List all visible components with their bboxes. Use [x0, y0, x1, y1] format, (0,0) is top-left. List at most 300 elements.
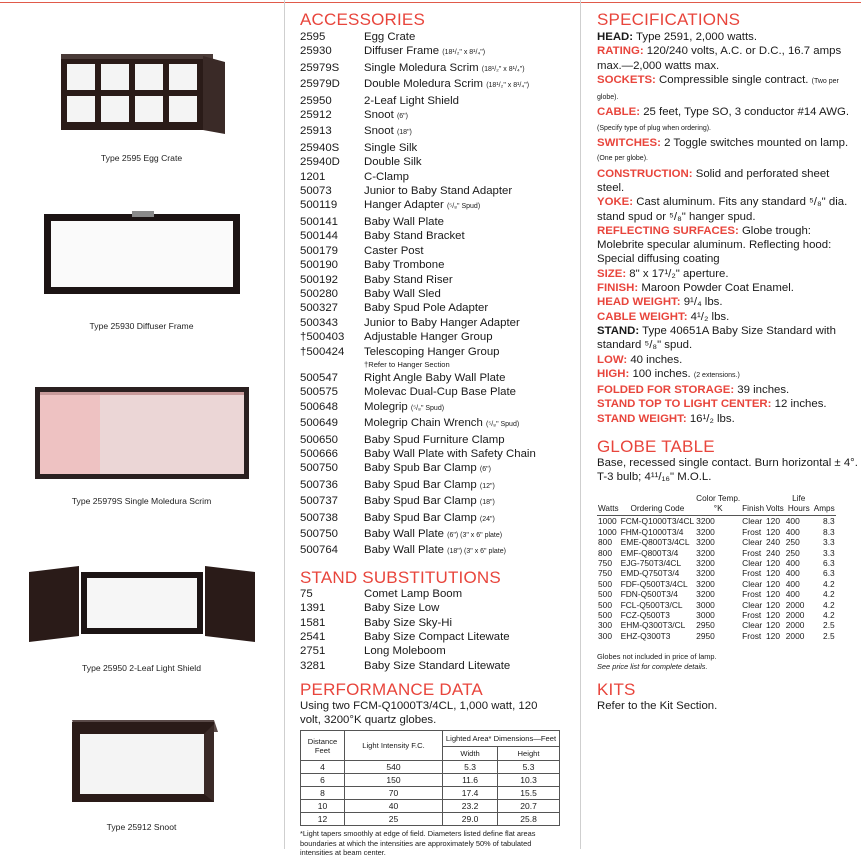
- spec-text: Solid and perforated sheet steel.: [597, 167, 830, 194]
- table-row: [597, 589, 836, 599]
- header-code: Ordering Code: [620, 494, 696, 516]
- spec-label: SIZE:: [597, 267, 627, 280]
- table-row: [597, 600, 836, 610]
- item-size-note: (⁵/₈" Spud): [410, 404, 445, 412]
- spec-label: STAND WEIGHT:: [597, 412, 687, 425]
- item-description: [364, 400, 572, 416]
- list-item: [300, 316, 572, 330]
- spec-text: 12 inches.: [774, 398, 827, 411]
- item-description: [364, 494, 572, 510]
- cell-distance: 6: [301, 774, 345, 787]
- cell-finish: Clear: [742, 620, 763, 631]
- spec-entry: [597, 412, 859, 426]
- item-code: 25930: [300, 45, 332, 58]
- spec-text: 120/240 volts, A.C. or D.C., 16.7 amps max.—2,000 watts max.: [597, 45, 842, 72]
- item-code: 500192: [300, 273, 339, 286]
- item-description: [364, 447, 572, 461]
- item-label: Baby Wall Sled: [364, 287, 441, 300]
- list-item: [300, 400, 572, 416]
- spec-text: Cast aluminum. Fits any standard ⁵/₈" dia. stand spud or ⁵/₈" hanger spud.: [597, 196, 848, 223]
- item-code: 25940D: [300, 156, 340, 169]
- item-description: [364, 170, 572, 184]
- spec-entry: [597, 224, 859, 267]
- item-code: 2751: [300, 645, 326, 658]
- item-code: †500403: [300, 331, 345, 344]
- cell-amps: 6.3: [823, 558, 835, 569]
- table-row: [597, 548, 836, 558]
- globe-note-1: Globes not included in price of lamp.: [597, 652, 717, 662]
- item-code: 500343: [300, 316, 339, 329]
- item-description: [364, 461, 572, 477]
- globe-table-heading: GLOBE TABLE: [597, 437, 715, 457]
- spec-entry: [597, 367, 859, 383]
- item-description: [364, 108, 572, 124]
- header-width: Width: [443, 746, 498, 760]
- spec-label: HEAD WEIGHT:: [597, 296, 681, 309]
- cell-intensity: 150: [345, 774, 443, 787]
- header-distance: Distance Feet: [301, 731, 345, 761]
- cell-amps: 4.2: [823, 578, 835, 589]
- item-label: Baby Wall Plate: [364, 528, 444, 540]
- cell-distance: 10: [301, 800, 345, 813]
- header-finish: Finish: [741, 494, 765, 516]
- cell-watts: 750: [598, 568, 612, 579]
- kits-heading: KITS: [597, 680, 636, 700]
- list-item: [300, 478, 572, 494]
- item-size-note: (⁵/₈" Spud): [446, 203, 481, 211]
- list-item: [300, 258, 572, 272]
- list-item: [300, 124, 572, 140]
- cell-life: 250: [785, 537, 800, 548]
- list-item: [300, 198, 572, 214]
- cell-width: 5.3: [443, 761, 498, 774]
- list-item: [300, 108, 572, 124]
- item-code: 25979S: [300, 61, 340, 74]
- cell-code: EMF-Q800T3/4: [620, 547, 679, 558]
- stand-substitutions-list: [300, 587, 572, 673]
- cell-watts: 300: [598, 620, 612, 631]
- cell-amps: 6.3: [823, 568, 835, 579]
- item-label: Diffuser Frame: [364, 45, 440, 58]
- cell-life: 400: [785, 516, 800, 527]
- spec-label: RATING:: [597, 45, 644, 58]
- item-description: [364, 659, 572, 673]
- cell-width: 11.6: [443, 774, 498, 787]
- item-code: 50073: [300, 185, 332, 198]
- item-label: Adjustable Hanger Group: [364, 331, 493, 344]
- cell-distance: 12: [301, 813, 345, 826]
- figure-caption: Type 25930 Diffuser Frame: [89, 321, 194, 331]
- table-row: [301, 761, 560, 774]
- item-label: Snoot: [364, 109, 394, 122]
- spec-label: REFLECTING SURFACES:: [597, 224, 739, 237]
- table-row: [597, 537, 836, 547]
- item-description: [364, 616, 572, 630]
- item-code: 2541: [300, 631, 326, 644]
- spec-label: HEAD:: [597, 31, 634, 43]
- item-description: [364, 301, 572, 315]
- list-item: [300, 229, 572, 243]
- spec-label: FINISH:: [597, 282, 639, 295]
- cell-temp: 3200: [696, 516, 715, 527]
- spec-text: 2 Toggle switches mounted on lamp.: [664, 137, 849, 150]
- item-description: [364, 124, 572, 140]
- item-description: [364, 478, 572, 494]
- item-label: 2-Leaf Light Shield: [364, 94, 459, 107]
- spec-label: HIGH:: [597, 367, 630, 380]
- item-size-note: (18¹/₂" x 8¹/₄"): [442, 49, 486, 57]
- table-row: [597, 579, 836, 589]
- accessories-list-2: [300, 371, 572, 560]
- spec-text: 39 inches.: [737, 384, 790, 397]
- item-label: Junior to Baby Stand Adapter: [364, 185, 513, 198]
- item-code: 500649: [300, 417, 339, 430]
- spec-entry: [597, 281, 859, 295]
- list-item: [300, 30, 572, 44]
- specifications-list: [597, 30, 859, 426]
- cell-volts: 120: [766, 599, 780, 610]
- cell-temp: 2950: [696, 620, 715, 631]
- item-label: Baby Stand Bracket: [364, 230, 465, 243]
- item-code: 2595: [300, 31, 326, 43]
- cell-temp: 3200: [696, 568, 715, 579]
- list-item: [300, 141, 572, 155]
- cell-code: FDF-Q500T3/4CL: [620, 578, 688, 589]
- cell-intensity: 40: [345, 800, 443, 813]
- cell-temp: 3200: [696, 589, 715, 600]
- item-description: [364, 416, 572, 432]
- item-code: 500666: [300, 447, 339, 460]
- spec-entry: [597, 136, 859, 167]
- item-code: 500179: [300, 244, 339, 257]
- spec-note: (2 extensions.): [693, 371, 740, 379]
- item-code: 500327: [300, 302, 339, 315]
- cell-code: FDN-Q500T3/4: [620, 589, 678, 600]
- refer-note: †Refer to Hanger Section: [364, 359, 450, 369]
- figure-snoot: [0, 716, 283, 832]
- item-code: 500190: [300, 259, 339, 272]
- item-label: Baby Stand Riser: [364, 273, 453, 286]
- globe-table: [597, 494, 836, 641]
- item-description: [364, 385, 572, 399]
- spec-note: (Two per globe).: [597, 77, 839, 102]
- cell-volts: 120: [766, 630, 780, 641]
- list-item: [300, 659, 572, 673]
- cell-temp: 3000: [696, 610, 715, 621]
- item-code: 500144: [300, 230, 339, 243]
- accessories-heading: ACCESSORIES: [300, 10, 426, 29]
- cell-intensity: 70: [345, 787, 443, 800]
- cell-width: 17.4: [443, 787, 498, 800]
- list-item: [300, 371, 572, 385]
- spec-entry: [597, 105, 859, 136]
- item-description: [364, 316, 572, 330]
- cell-volts: 120: [766, 526, 780, 537]
- list-item: [300, 385, 572, 399]
- egg-crate-illustration: [57, 50, 227, 138]
- item-description: [364, 371, 572, 385]
- cell-finish: Frost: [742, 610, 762, 621]
- list-item: [300, 44, 572, 60]
- item-size-note: (18¹/₂" x 8¹/₄"): [481, 65, 525, 73]
- cell-code: EHM-Q300T3/CL: [620, 620, 686, 631]
- item-description: [364, 273, 572, 287]
- item-size-note: (6"): [396, 113, 408, 121]
- spec-text: 9¹/₄ lbs.: [683, 296, 723, 309]
- figure-caption: Type 25912 Snoot: [106, 822, 177, 832]
- item-code: 500750: [300, 528, 339, 540]
- item-code: 25979D: [300, 78, 340, 91]
- item-code: 500764: [300, 544, 339, 557]
- cell-life: 400: [785, 526, 800, 537]
- table-row: [597, 631, 836, 641]
- spec-entry: [597, 44, 859, 73]
- cell-amps: 4.2: [823, 599, 835, 610]
- list-item: [300, 244, 572, 258]
- cell-life: 400: [785, 589, 800, 600]
- item-code: 500280: [300, 287, 339, 300]
- accessories-list: [300, 30, 572, 359]
- spec-label: CONSTRUCTION:: [597, 167, 693, 180]
- cell-code: EME-Q800T3/4CL: [620, 537, 690, 548]
- spec-entry: [597, 267, 859, 281]
- item-label: Baby Size Sky-Hi: [364, 616, 452, 629]
- item-label: Long Moleboom: [364, 645, 446, 658]
- item-description: [364, 601, 572, 615]
- item-description: [364, 141, 572, 155]
- list-item: [300, 616, 572, 630]
- table-row: [301, 800, 560, 813]
- list-item: [300, 155, 572, 169]
- right-column: [597, 0, 859, 713]
- cell-height: 10.3: [498, 774, 560, 787]
- header-volts: Volts: [765, 494, 785, 516]
- spec-text: 16¹/₂ lbs.: [689, 412, 735, 425]
- specifications-heading: SPECIFICATIONS: [597, 10, 741, 29]
- item-label: Hanger Adapter: [364, 199, 444, 212]
- column-divider-right: [580, 0, 581, 849]
- cell-life: 2000: [785, 610, 805, 621]
- item-size-note: (18") (3" x 6" plate): [447, 548, 506, 556]
- spec-label: STAND TOP TO LIGHT CENTER:: [597, 398, 772, 411]
- cell-life: 2000: [785, 630, 805, 641]
- cell-life: 2000: [785, 599, 805, 610]
- item-code: 500547: [300, 371, 339, 384]
- cell-finish: Frost: [742, 630, 762, 641]
- item-size-note: (24"): [479, 515, 495, 523]
- cell-volts: 120: [766, 578, 780, 589]
- item-label: Baby Trombone: [364, 259, 445, 272]
- item-label: Baby Wall Plate: [364, 215, 444, 228]
- globe-table-intro: Base, recessed single contact. Burn horizontal ± 4°. T-3 bulb; 4¹¹/₁₆" M.O.L.: [597, 457, 858, 484]
- header-amps: Amps: [813, 494, 836, 516]
- cell-watts: 500: [598, 589, 612, 600]
- item-code: 1391: [300, 602, 326, 615]
- header-intensity: Light Intensity F.C.: [345, 731, 443, 761]
- list-item: [300, 77, 572, 93]
- cell-intensity: 540: [345, 761, 443, 774]
- item-label: Right Angle Baby Wall Plate: [364, 371, 506, 384]
- figure-single-scrim: [0, 386, 283, 506]
- item-code: 500650: [300, 433, 339, 446]
- item-label: Double Silk: [364, 156, 422, 169]
- spec-entry: [597, 397, 859, 411]
- spec-text: Globe trough: Molebrite specular aluminum. Reflecting hood: Special diffusing coating: [597, 224, 832, 266]
- spec-entry: [597, 30, 859, 44]
- spec-label: CABLE:: [597, 106, 641, 119]
- list-item: [300, 601, 572, 615]
- list-item: [300, 461, 572, 477]
- item-label: Junior to Baby Hanger Adapter: [364, 316, 520, 329]
- list-item: [300, 94, 572, 108]
- spec-entry: [597, 383, 859, 397]
- scrim-illustration: [34, 386, 250, 480]
- list-item: [300, 345, 572, 359]
- item-code: 500119: [300, 199, 338, 212]
- item-label: Baby Spub Bar Clamp: [364, 462, 477, 475]
- cell-temp: 2950: [696, 630, 715, 641]
- item-label: Single Silk: [364, 141, 418, 154]
- item-label: Baby Spud Bar Clamp: [364, 495, 477, 508]
- cell-watts: 300: [598, 630, 612, 641]
- spec-label: SWITCHES:: [597, 137, 661, 150]
- item-size-note: (18"): [479, 499, 495, 507]
- list-item: [300, 527, 572, 543]
- list-item: [300, 416, 572, 432]
- spec-entry: [597, 167, 859, 196]
- cell-volts: 120: [766, 589, 780, 600]
- stand-substitutions-heading: STAND SUBSTITUTIONS: [300, 567, 501, 587]
- cell-volts: 240: [766, 537, 780, 548]
- cell-volts: 120: [766, 620, 780, 631]
- item-label: Baby Size Standard Litewate: [364, 659, 511, 672]
- spec-entry: [597, 295, 859, 309]
- cell-watts: 800: [598, 537, 612, 548]
- item-label: Molegrip: [364, 400, 408, 413]
- item-description: [364, 433, 572, 447]
- cell-amps: 2.5: [823, 630, 835, 641]
- item-description: [364, 77, 572, 93]
- spec-entry: [597, 195, 859, 224]
- item-description: [364, 527, 572, 543]
- cell-life: 400: [785, 558, 800, 569]
- item-code: 1581: [300, 616, 326, 629]
- performance-heading: PERFORMANCE DATA: [300, 680, 483, 700]
- item-description: [364, 630, 572, 644]
- item-code: 75: [300, 587, 313, 600]
- item-description: [364, 198, 572, 214]
- list-item: [300, 215, 572, 229]
- header-life: Life Hours: [785, 494, 813, 516]
- cell-finish: Clear: [742, 599, 763, 610]
- cell-volts: 120: [766, 516, 780, 527]
- list-item: [300, 330, 572, 344]
- table-row: [597, 620, 836, 630]
- cell-life: 400: [785, 578, 800, 589]
- cell-height: 5.3: [498, 761, 560, 774]
- spec-text: Type 40651A Baby Size Standard with standard ⁵/₈" spud.: [597, 324, 836, 352]
- light-shield-illustration: [27, 564, 257, 644]
- cell-watts: 1000: [598, 526, 617, 537]
- cell-watts: 800: [598, 547, 612, 558]
- spec-text: 100 inches.: [632, 367, 691, 380]
- cell-watts: 1000: [598, 516, 617, 527]
- list-item: [300, 587, 572, 601]
- cell-finish: Frost: [742, 589, 762, 600]
- spec-label: CABLE WEIGHT:: [597, 310, 688, 323]
- spec-note: (One per globe).: [597, 155, 648, 163]
- item-code: 500737: [300, 495, 339, 508]
- figure-diffuser-frame: [0, 210, 283, 331]
- list-item: [300, 301, 572, 315]
- cell-temp: 3200: [696, 537, 715, 548]
- item-label: Molegrip Chain Wrench: [364, 417, 483, 430]
- item-label: Caster Post: [364, 244, 424, 257]
- list-item: [300, 447, 572, 461]
- table-row: [597, 558, 836, 568]
- spec-text: Compressible single contract.: [659, 73, 809, 86]
- spec-entry: [597, 73, 859, 106]
- table-row: [301, 813, 560, 826]
- item-label: Snoot: [364, 125, 394, 138]
- item-label: Telescoping Hanger Group: [364, 345, 500, 358]
- header-lighted-area: Lighted Area* Dimensions—Feet: [443, 731, 560, 747]
- cell-amps: 4.2: [823, 589, 835, 600]
- item-description: [364, 229, 572, 243]
- spec-note: (Specify type of plug when ordering).: [597, 124, 712, 132]
- item-description: [364, 184, 572, 198]
- spec-label: YOKE:: [597, 196, 634, 209]
- item-label: Double Moledura Scrim: [364, 78, 484, 91]
- cell-watts: 500: [598, 578, 612, 589]
- header-watts: Watts: [597, 494, 620, 516]
- item-code: 25913: [300, 125, 332, 138]
- performance-table: [300, 730, 560, 826]
- item-size-note: (12"): [479, 482, 495, 490]
- cell-volts: 120: [766, 558, 780, 569]
- item-description: [364, 244, 572, 258]
- list-item: [300, 184, 572, 198]
- item-description: [364, 587, 572, 601]
- cell-code: EJG-750T3/4CL: [620, 558, 682, 569]
- item-description: [364, 511, 572, 527]
- cell-height: 20.7: [498, 800, 560, 813]
- item-code: 25912: [300, 109, 332, 122]
- item-code: 500141: [300, 215, 339, 228]
- table-row: [597, 527, 836, 537]
- item-description: [364, 30, 572, 44]
- item-code: 25940S: [300, 141, 340, 154]
- list-item: [300, 543, 572, 559]
- cell-volts: 240: [766, 547, 780, 558]
- spec-entry: [597, 353, 859, 367]
- item-description: [364, 44, 572, 60]
- header-height: Height: [498, 746, 560, 760]
- cell-width: 23.2: [443, 800, 498, 813]
- item-label: Single Moledura Scrim: [364, 61, 479, 74]
- item-code: 500750: [300, 462, 339, 475]
- spec-text: 4¹/₂ lbs.: [690, 310, 730, 323]
- item-label: Molevac Dual-Cup Base Plate: [364, 386, 516, 399]
- figure-caption: Type 2595 Egg Crate: [100, 153, 183, 163]
- figure-egg-crate: [0, 50, 283, 163]
- cell-intensity: 25: [345, 813, 443, 826]
- performance-footnote: *Light tapers smoothly at edge of field. Diameters listed define flat areas boundaries at which the intensities are approximately 50% of tabulated intensities at beam center.: [300, 829, 536, 857]
- item-code: 3281: [300, 659, 326, 672]
- cell-finish: Clear: [742, 516, 763, 527]
- list-item: [300, 494, 572, 510]
- cell-distance: 4: [301, 761, 345, 774]
